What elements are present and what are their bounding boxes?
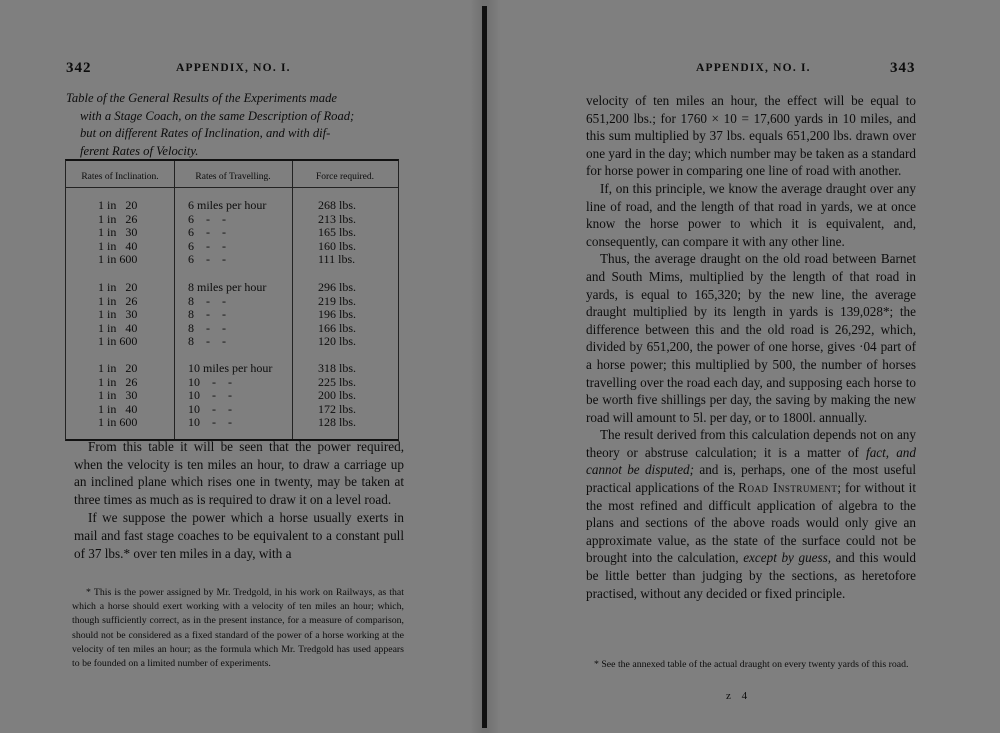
table-cell-rate: 10 - - (188, 401, 232, 416)
footnote (72, 586, 404, 671)
table-cell-rate: 6 - - (188, 252, 226, 267)
table-cell-rate: 6 - - (188, 225, 226, 240)
italic-run: fact, and cannot be disputed; (586, 444, 916, 478)
paragraph: If, on this principle, we know the average draught over any line of road, and the length of that road in yards, we at once know the horse power to which it is equivalent, and, consequently, can compare it with any other line. (586, 180, 916, 249)
table-cell-force: 219 lbs. (318, 293, 357, 308)
text-run: and is, perhaps, one of the most useful practical applications of the (586, 462, 916, 496)
table-cell-incline: 1 in 26 (98, 374, 138, 389)
column-rule (292, 161, 293, 439)
table-cell-force: 111 lbs. (318, 252, 356, 267)
right-body (586, 92, 916, 602)
left-body (74, 438, 404, 562)
text-run: ; for without it the most refined and difficult application of algebra to the plans and sections of the above roads would only give an approximate value, as the state of the surface could not be brought into the calculation, (586, 480, 916, 566)
paragraph (586, 426, 916, 602)
left-page (0, 0, 484, 733)
table-cell-force: 296 lbs. (318, 280, 357, 294)
paragraph: Thus, the average draught on the old road between Barnet and South Mims, multiplied by the length of that road in yards, is equal to 165,320; by the new line, the average draught multiplied by its length in yards is 139,028*; the difference between this and the old road is 26,292, which, divided by 651,200, the power of one horse, gives ·04 part of a horse power; this multiplied by 500, the number of horses travelling over the road each day, and supposing each horse to be worth five shillings per day, the saving by making the new road will amount to 5l. per day, or to 1800l. annually. (586, 251, 916, 425)
table-cell-rate: 8 - - (188, 320, 226, 335)
table-cell-incline: 1 in 40 (98, 320, 138, 335)
header-force: Force required. (315, 172, 375, 182)
table-cell-force: 165 lbs. (318, 225, 357, 240)
running-head: APPENDIX, NO. I. (696, 62, 811, 74)
table-cell-incline: 1 in 20 (98, 361, 138, 375)
running-head: APPENDIX, NO. I. (176, 62, 291, 74)
table-cell-incline: 1 in 30 (98, 225, 138, 240)
table-header-row (66, 163, 398, 188)
table-cell-incline: 1 in 30 (98, 388, 138, 403)
table-caption (66, 90, 400, 160)
paragraph: From this table it will be seen that the power required, when the velocity is ten miles an hour, to draw a carriage up an inclined plane which rises one in twenty, may be taken at three times as much as is required to draw it on a level road. (74, 439, 404, 507)
results-table (65, 159, 399, 441)
table-cell-incline: 1 in 30 (98, 307, 138, 322)
header-inclination: Rates of Inclination. (81, 172, 159, 182)
table-cell-force: 200 lbs. (318, 388, 357, 403)
table-cell-force: 160 lbs. (318, 238, 357, 253)
table-cell-incline: 1 in 20 (98, 280, 138, 294)
italic-run: except by guess, (743, 550, 832, 566)
signature-mark: z 4 (726, 690, 752, 702)
footnote-text: * This is the power assigned by Mr. Tredgold, in his work on Railways, as that which a horse should exert working with a velocity of ten miles an hour; which, though sufficiently correct, as in the present instance, for a measure of comparison, should not be considered as a fixed standard of the power of a horse working at the velocity of ten miles an hour; as the formula which Mr. Tredgold has used appears to be founded on a limited number of experiments. (72, 587, 404, 670)
table-cell-incline: 1 in 26 (98, 211, 138, 226)
table-cell-force: 120 lbs. (318, 334, 357, 349)
table-cell-incline: 1 in 600 (98, 252, 138, 267)
page-number: 342 (66, 60, 92, 76)
table-cell-force: 268 lbs. (318, 198, 357, 212)
table-cell-force: 172 lbs. (318, 401, 357, 416)
table-cell-rate: 10 - - (188, 374, 232, 389)
paragraph: If we suppose the power which a horse usually exerts in mail and fast stage coaches to be equivalent to a constant pull of 37 lbs.* over ten miles in a day, with a (74, 510, 404, 561)
caption-line: Table of the General Results of the Experiments made (66, 91, 337, 105)
table-cell-rate: 8 - - (188, 307, 226, 322)
table-cell-incline: 1 in 20 (98, 198, 138, 212)
right-page (488, 0, 1000, 733)
table-cell-incline: 1 in 40 (98, 401, 138, 416)
text-run: and this would be little better than judging by the sections, as heretofore practised, without any decided or fixed principle. (586, 550, 916, 601)
caption-line: but on different Rates of Inclination, and with dif- (80, 126, 331, 140)
table-cell-rate: 10 - - (188, 415, 232, 430)
paragraph: velocity of ten miles an hour, the effect will be equal to 651,200 lbs.; for 1760 × 10 = 17,600 yards in 10 miles, and this sum multiplied by 37 lbs. equals 651,200 lbs. drawn over one yard in the day; which number may be taken as a standard for horse power in comparing one line of road with another. (586, 93, 916, 179)
table-cell-incline: 1 in 600 (98, 415, 138, 430)
table-cell-rate: 8 - - (188, 293, 226, 308)
page-number: 343 (890, 60, 916, 76)
table-cell-rate: 10 - - (188, 388, 232, 403)
text-run: The result derived from this calculation depends not on any theory or abstruse calculation; it is a matter of (586, 427, 916, 460)
table-cell-force: 213 lbs. (318, 211, 357, 226)
table-cell-force: 128 lbs. (318, 415, 357, 430)
column-rule (174, 161, 175, 439)
table-cell-rate: 6 - - (188, 238, 226, 253)
table-cell-rate: 8 miles per hour (188, 280, 267, 294)
table-cell-rate: 8 - - (188, 334, 226, 349)
table-cell-force: 196 lbs. (318, 307, 357, 322)
table-cell-incline: 1 in 26 (98, 293, 138, 308)
table-cell-incline: 1 in 40 (98, 238, 138, 253)
table-cell-force: 225 lbs. (318, 374, 357, 389)
header-travelling: Rates of Travelling. (195, 172, 271, 182)
table-cell-rate: 10 miles per hour (188, 361, 273, 375)
caption-line: ferent Rates of Velocity. (80, 143, 199, 158)
table-cell-force: 166 lbs. (318, 320, 357, 335)
footnote-text: * See the annexed table of the actual draught on every twenty yards of this road. (594, 659, 909, 670)
table-cell-rate: 6 miles per hour (188, 198, 267, 212)
smallcaps-run: Road Instrument (738, 480, 838, 496)
caption-line: with a Stage Coach, on the same Description of Road; (80, 108, 355, 123)
table-cell-incline: 1 in 600 (98, 334, 138, 349)
footnote (580, 658, 916, 672)
table-cell-force: 318 lbs. (318, 361, 357, 375)
table-cell-rate: 6 - - (188, 211, 226, 226)
